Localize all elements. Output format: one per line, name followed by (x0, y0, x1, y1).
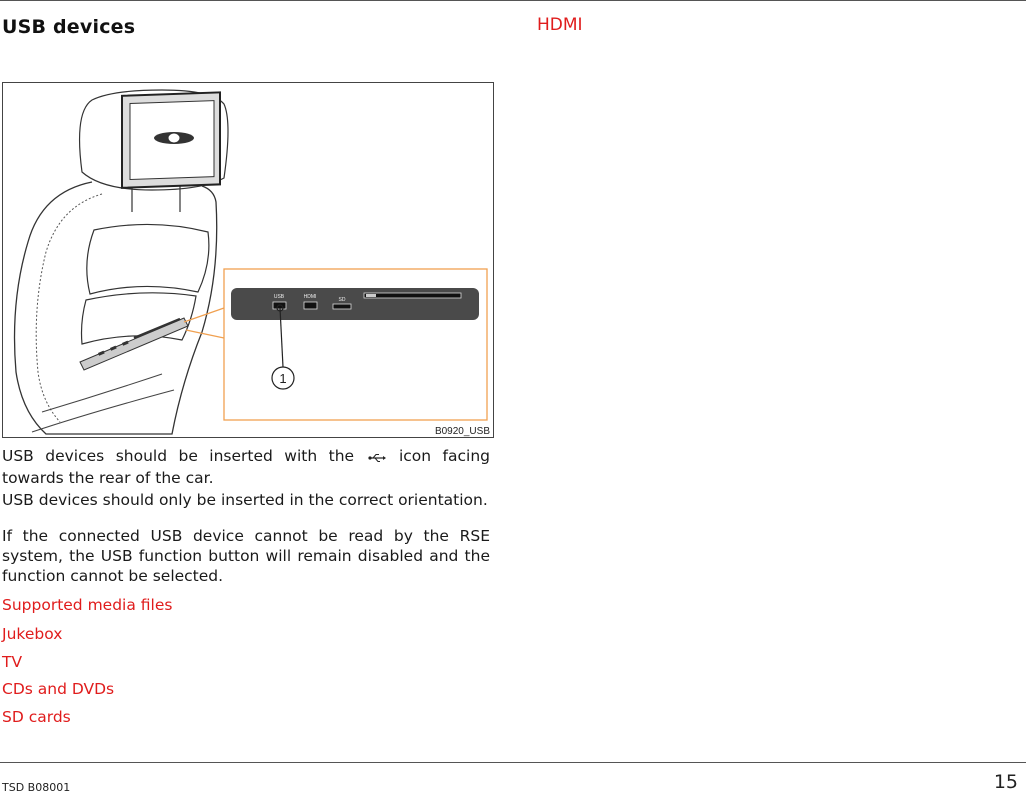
usb-orientation-paragraph (2, 446, 490, 488)
top-rule (0, 0, 1026, 1)
link-tv[interactable]: TV (2, 653, 23, 671)
seat-back-illustration (2, 82, 494, 438)
seat-pocket-upper (87, 224, 209, 294)
link-supported-media-files[interactable]: Supported media files (2, 596, 173, 614)
usb-panel-label: USB (273, 294, 285, 300)
disc-slot (364, 293, 461, 298)
connector-panel (231, 288, 479, 320)
hdmi-link[interactable]: HDMI (537, 15, 583, 35)
sd-card-slot (333, 304, 351, 309)
document-code: TSD B08001 (2, 781, 71, 794)
hdmi-port (304, 302, 317, 309)
paragraph-text-before-icon: USB devices should be inserted with the (2, 447, 366, 465)
footer-rule (0, 762, 1026, 763)
link-sd-cards[interactable]: SD cards (2, 708, 71, 726)
usb-port-figure (2, 82, 494, 438)
hdmi-panel-label: HDMI (303, 294, 317, 300)
callout-number: 1 (279, 371, 287, 386)
orientation-paragraph: USB devices should only be inserted in the correct orientation. (2, 491, 488, 509)
sd-panel-label: SD (338, 297, 346, 303)
usb-error-paragraph: If the connected USB device cannot be read by the RSE system, the USB function button will remain disabled and the function cannot be selected. (2, 527, 490, 585)
usb-symbol-icon (368, 448, 386, 468)
brand-logo (154, 132, 194, 144)
figure-code: B0920_USB (434, 426, 490, 437)
link-cds-and-dvds[interactable]: CDs and DVDs (2, 680, 115, 698)
link-jukebox[interactable]: Jukebox (2, 625, 63, 643)
paragraph-text-after-icon: icon facing towards the rear of the car. (2, 447, 490, 487)
page-number: 15 (993, 771, 1018, 793)
section-title: USB devices (2, 16, 136, 38)
